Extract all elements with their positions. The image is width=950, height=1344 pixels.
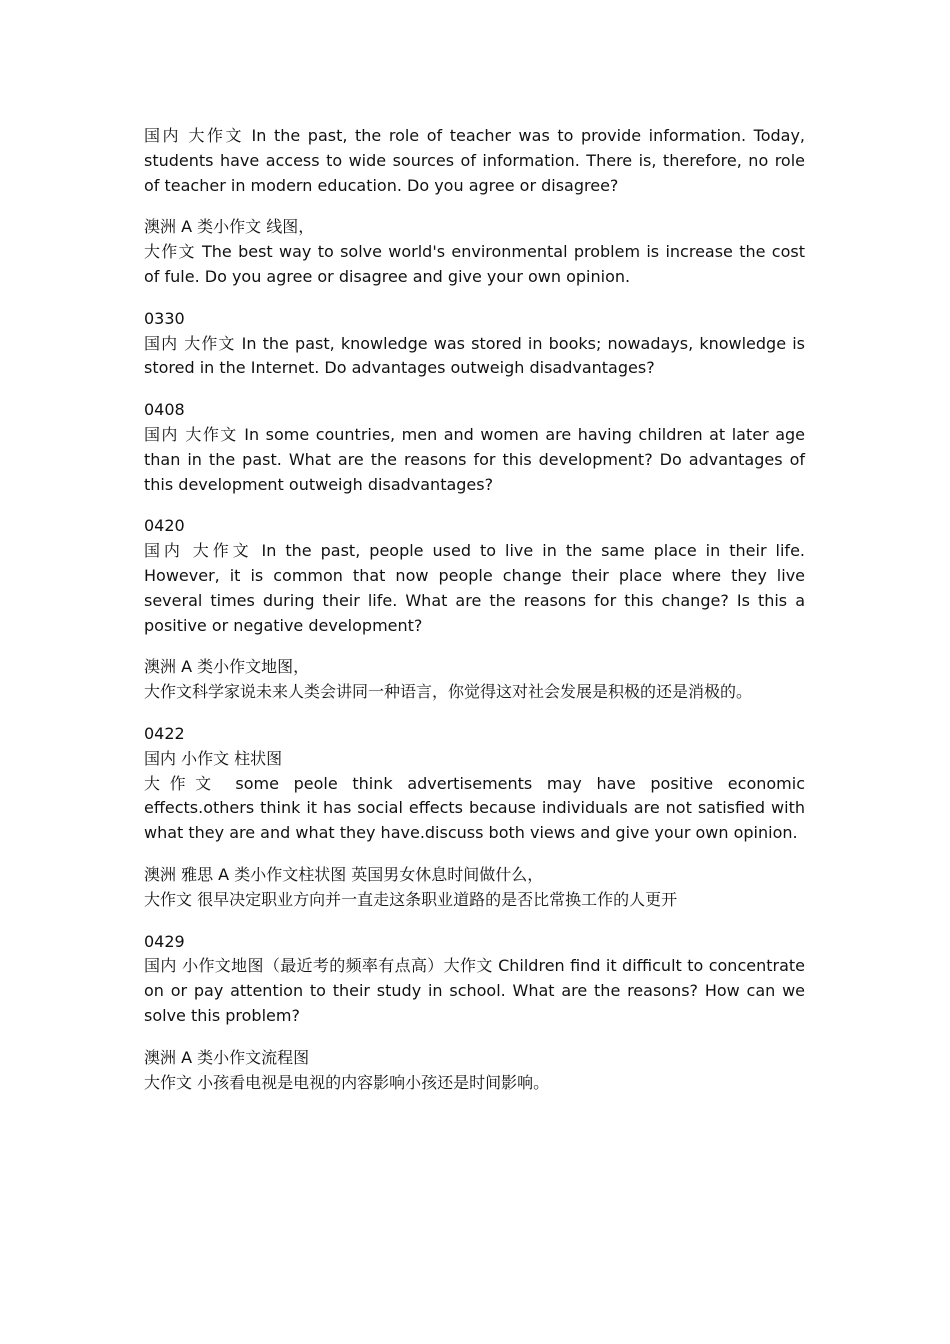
- entry-text: 国内 大作文 In some countries, men and women are having children at later age than in the past. What are the reasons for this development? Do advantages of this development outweigh disadvantages?: [144, 424, 805, 494]
- entry-heading: 澳洲 A 类小作文 线图，: [144, 217, 315, 237]
- entry-heading: 国内 小作文 柱状图: [144, 748, 283, 768]
- entry-0420: [144, 514, 805, 638]
- entry-domestic-teacher-role: [144, 124, 805, 198]
- entry-date: 0408: [144, 400, 185, 420]
- entry-0330: [144, 307, 805, 381]
- entry-australia-bar-chart: [144, 863, 805, 913]
- entry-australia-line-graph: [144, 215, 805, 289]
- entry-date: 0420: [144, 516, 185, 536]
- entry-text: 大作文 小孩看电视是电视的内容影响小孩还是时间影响。: [144, 1072, 550, 1092]
- entry-text: 国内 大作文 In the past, knowledge was stored in books; nowadays, knowledge is stored in the Internet. Do advantages outweigh disadvantages?: [144, 333, 805, 378]
- entry-heading: 澳洲 A 类小作文流程图: [144, 1047, 310, 1067]
- entry-text: 大作文 The best way to solve world's environmental problem is increase the cost of fule. Do you agree or disagree and give your own opinion.: [144, 242, 805, 286]
- entry-heading: 澳洲 A 类小作文地图，: [144, 657, 310, 677]
- entry-text: 大作文 很早决定职业方向并一直走这条职业道路的是否比常换工作的人更开: [144, 889, 678, 909]
- entry-0429: [144, 930, 805, 1029]
- entry-text: 国内 大作文 In the past, the role of teacher was to provide information. Today, students have access to wide sources of information. There is, therefore, no role of teacher in modern education. Do you agree or disagree?: [144, 126, 805, 195]
- entry-date: 0429: [144, 931, 185, 951]
- entry-date: 0422: [144, 723, 185, 743]
- entry-australia-map: [144, 655, 805, 705]
- entry-heading: 澳洲 雅思 A 类小作文柱状图 英国男女休息时间做什么，: [144, 864, 544, 884]
- entry-date: 0330: [144, 308, 185, 328]
- entry-text: 国内 小作文地图（最近考的频率有点高）大作文 Children find it difficult to concentrate on or pay attention to their study in school. What are the reasons? How can we solve this problem?: [144, 956, 805, 1025]
- entry-text: 国内 大作文 In the past, people used to live in the same place in their life. However, it is common that now people change their place where they live several times during their life. What are the reasons for this change? Is this a positive or negative development?: [144, 541, 805, 635]
- entry-australia-flowchart: [144, 1046, 805, 1096]
- entry-text: 大作文 some peole think advertisements may have positive economic effects.others think it has social effects because individuals are not satisfied with what they are and what they have.discuss both views and give your own opinion.: [144, 773, 805, 843]
- entry-0408: [144, 398, 805, 497]
- entry-0422: [144, 722, 805, 846]
- document-page: [144, 124, 805, 1112]
- entry-text: 大作文科学家说未来人类会讲同一种语言，你觉得这对社会发展是积极的还是消极的。: [144, 682, 753, 702]
